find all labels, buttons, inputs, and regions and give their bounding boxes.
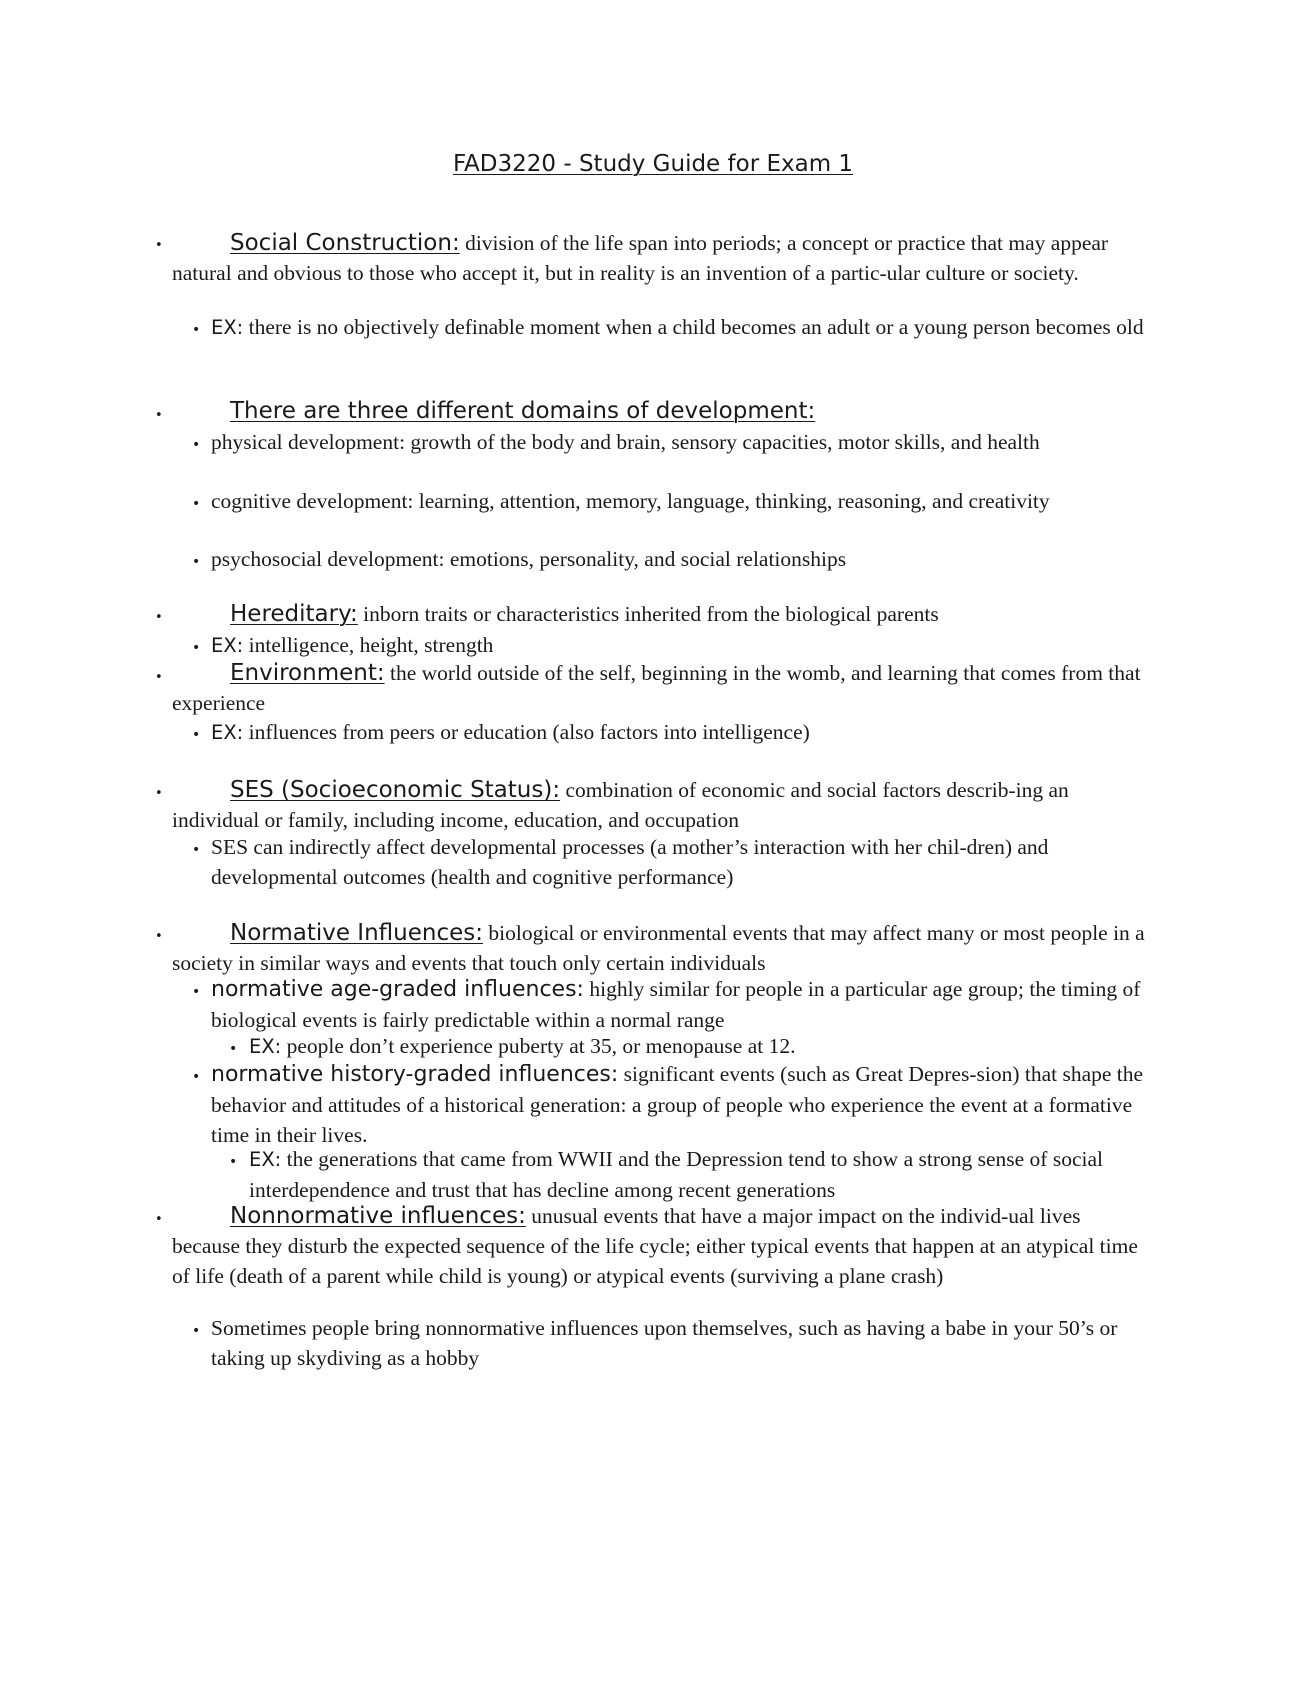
sub-bullet-point: • [192, 322, 201, 338]
cognitive-development-item: cognitive development: learning, attention, memory, language, thinking, reasoning, and creativity [211, 489, 1050, 513]
bullet-point: • [155, 1212, 163, 1227]
sub-bullet-point: • [192, 984, 201, 1000]
example-prefix: EX: [249, 1035, 282, 1058]
environment-definition: the world outside of the self, beginning in the womb, and learning that comes from that experience [172, 661, 1141, 715]
history-graded-term: normative history-graded influences: [211, 1062, 619, 1087]
bullet-point: • [155, 408, 163, 423]
bullet-point: • [155, 610, 163, 625]
environment-entry [172, 658, 1147, 718]
example-text: people don’t experience puberty at 35, or menopause at 12. [281, 1034, 796, 1058]
example-prefix: EX: [211, 634, 244, 657]
ses-term: SES (Socioeconomic Status): [230, 777, 561, 803]
hereditary-term: Hereditary: [230, 601, 358, 627]
age-graded-example [249, 1031, 1159, 1062]
nonnormative-definition: unusual events that have a major impact on the individ-ual lives because they disturb the expected sequence of the life cycle; either typical events that happen at an atypical time of life (death of a parent while child is young) or atypical events (surviving a plane crash) [172, 1204, 1138, 1288]
sub-bullet-point: • [192, 554, 201, 570]
bullet-point: • [155, 670, 163, 685]
sub-bullet-point: • [192, 496, 201, 512]
psychosocial-development-item: psychosocial development: emotions, personality, and social relationships [211, 547, 847, 571]
example-text: there is no objectively definable moment when a child becomes an adult or a young person becomes old [243, 315, 1144, 339]
social-construction-entry [172, 228, 1147, 288]
ses-entry [172, 775, 1147, 835]
example-text: the generations that came from WWII and the Depression tend to show a strong sense of social interdependence and trust that has decline among recent generations [249, 1147, 1103, 1202]
example-text: influences from peers or education (also factors into intelligence) [243, 720, 810, 744]
normative-term: Normative Influences: [230, 920, 483, 946]
domains-heading: There are three different domains of development: [230, 398, 816, 424]
physical-development-item: physical development: growth of the body and brain, sensory capacities, motor skills, and health [211, 430, 1040, 454]
nonnormative-term: Nonnormative influences: [230, 1203, 526, 1229]
social-construction-term: Social Construction: [230, 230, 460, 256]
nonnormative-detail: Sometimes people bring nonnormative influences upon themselves, such as having a babe in your 50’s or taking up skydiving as a hobby [211, 1316, 1118, 1370]
ses-definition: combination of economic and social factors describ-ing an individual or family, including income, education, and occupation [172, 778, 1069, 832]
history-graded-example [249, 1144, 1159, 1205]
example-prefix: EX: [211, 316, 244, 339]
example-prefix: EX: [211, 721, 244, 744]
sub-bullet-point: • [192, 1323, 201, 1339]
sub-bullet-point: • [192, 1069, 201, 1085]
hereditary-example [211, 630, 1161, 661]
environment-term: Environment: [230, 660, 385, 686]
example-text: intelligence, height, strength [243, 633, 494, 657]
document-title: FAD3220 - Study Guide for Exam 1 [452, 151, 854, 177]
hereditary-definition: inborn traits or characteristics inherited from the biological parents [357, 602, 939, 626]
social-construction-example [211, 312, 1161, 343]
example-prefix: EX: [249, 1148, 282, 1171]
age-graded-term: normative age-graded influences: [211, 977, 584, 1002]
sub-sub-bullet-point: • [229, 1154, 238, 1170]
sub-bullet-point: • [192, 437, 201, 453]
hereditary-entry [172, 599, 1147, 629]
normative-entry [172, 918, 1147, 978]
normative-definition: biological or environmental events that may affect many or most people in a society in similar ways and events that touch only certain individuals [172, 921, 1145, 975]
nonnormative-entry [172, 1201, 1147, 1291]
domains-entry [172, 396, 1147, 426]
bullet-point: • [155, 786, 163, 801]
sub-sub-bullet-point: • [229, 1041, 238, 1057]
social-construction-definition: division of the life span into periods; a concept or practice that may appear natural and obvious to those who accept it, but in reality is an invention of a partic-ular culture or society. [172, 231, 1109, 285]
bullet-point: • [155, 238, 163, 253]
age-graded-item [211, 974, 1161, 1035]
environment-example [211, 717, 1161, 748]
ses-detail: SES can indirectly affect developmental processes (a mother’s interaction with her chil-dren) and developmental outcomes (health and cognitive performance) [211, 835, 1049, 889]
history-graded-item [211, 1059, 1161, 1150]
sub-bullet-point: • [192, 727, 201, 743]
sub-bullet-point: • [192, 842, 201, 858]
bullet-point: • [155, 929, 163, 944]
history-graded-definition: significant events (such as Great Depres-sion) that shape the behavior and attitudes of a historical generation: a group of people who experience the event at a formative time in their lives. [211, 1062, 1144, 1147]
age-graded-definition: highly similar for people in a particular age group; the timing of biological events is fairly predictable within a normal range [211, 977, 1141, 1032]
sub-bullet-point: • [192, 640, 201, 656]
